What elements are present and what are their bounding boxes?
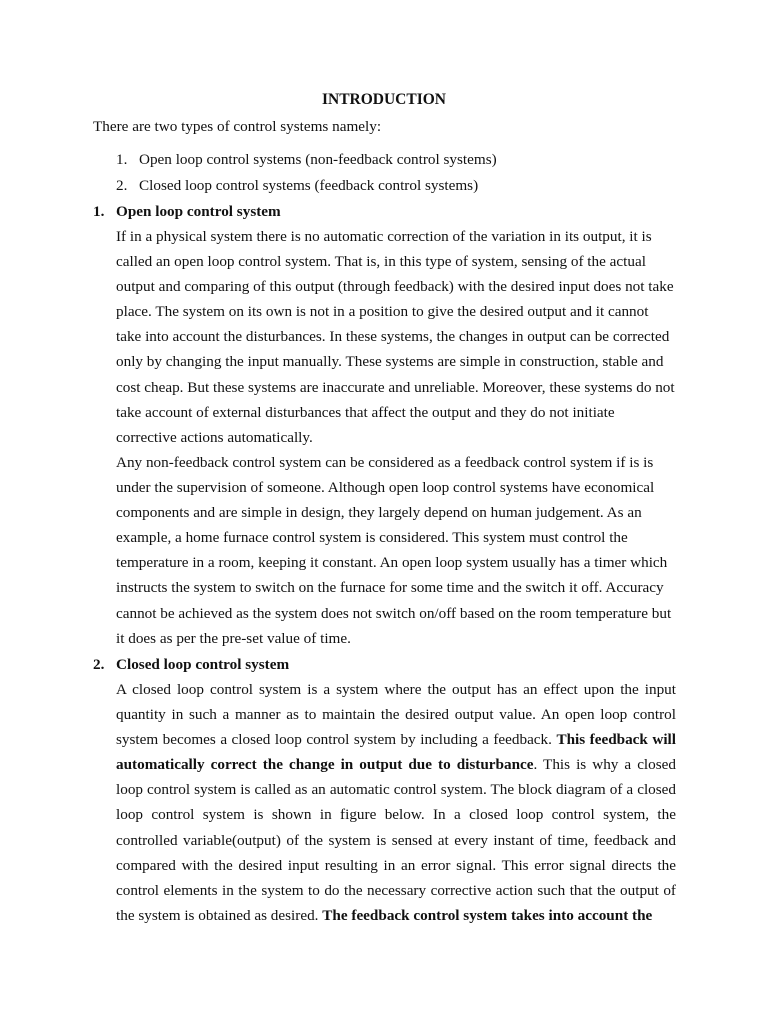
list-item <box>116 150 696 170</box>
emphasis-text: This feedback will automatically correct the change in output due to disturbance <box>116 731 676 774</box>
section-heading-closed-loop <box>93 655 693 675</box>
paragraph-text: A closed loop control system is a system where the output has an effect upon the input quantity in such a manner as to maintain the desired output value. An open loop control system becomes a closed loop control system by including a feedback. <box>116 681 676 749</box>
paragraph-open-loop-2: Any non-feedback control system can be considered as a feedback control system if is is under the supervision of someone. Although open loop control systems have economical components and are simple in design, they largely depend on human judgement. As an example, a home furnace control system is considered. This system must control the temperature in a room, keeping it constant. An open loop system usually has a timer which instructs the system to switch on the furnace for some time and the switch it off. Accuracy cannot be achieved as the system does not switch on/off based on the room temperature but it does as per the pre-set value of time. <box>116 454 672 647</box>
list-item <box>116 176 696 196</box>
emphasis-text: The feedback control system takes into account the <box>322 906 653 924</box>
list-item-text: Closed loop control systems (feedback control systems) <box>139 177 479 194</box>
paragraph-closed-loop <box>116 677 676 928</box>
section-number: 1. <box>93 203 105 220</box>
list-item-number: 2. <box>116 177 128 194</box>
section-heading-open-loop <box>93 202 693 222</box>
paragraph-open-loop-1: If in a physical system there is no automatic correction of the variation in its output, it is called an open loop control system. That is, in this type of system, sensing of the actual output and comparing of this output (through feedback) with the desired input does not take place. The system on its own is not in a position to give the desired output and it cannot take into account the disturbances. In these systems, the changes in output can be corrected only by changing the input manually. These systems are simple in construction, stable and cost cheap. But these systems are inaccurate and unreliable. Moreover, these systems do not take account of external disturbances that affect the output and they do not initiate corrective actions automatically. <box>116 228 675 446</box>
list-item-text: Open loop control systems (non-feedback control systems) <box>139 151 497 168</box>
section-title: Closed loop control system <box>116 656 290 673</box>
list-item-number: 1. <box>116 151 128 168</box>
section-number: 2. <box>93 656 105 673</box>
paragraph-text: . This is why a closed loop control system is called as an automatic control system. The block diagram of a closed loop control system is shown in figure below. In a closed loop control system, the controlled variable(output) of the system is sensed at every instant of time, feedback and compared with the desired input resulting in an error signal. This error signal directs the control elements in the system to do the necessary corrective action such that the output of the system is obtained as desired. <box>116 756 676 924</box>
page-title: INTRODUCTION <box>321 91 446 108</box>
intro-text: There are two types of control systems namely: <box>93 118 382 135</box>
section-title: Open loop control system <box>116 203 281 220</box>
